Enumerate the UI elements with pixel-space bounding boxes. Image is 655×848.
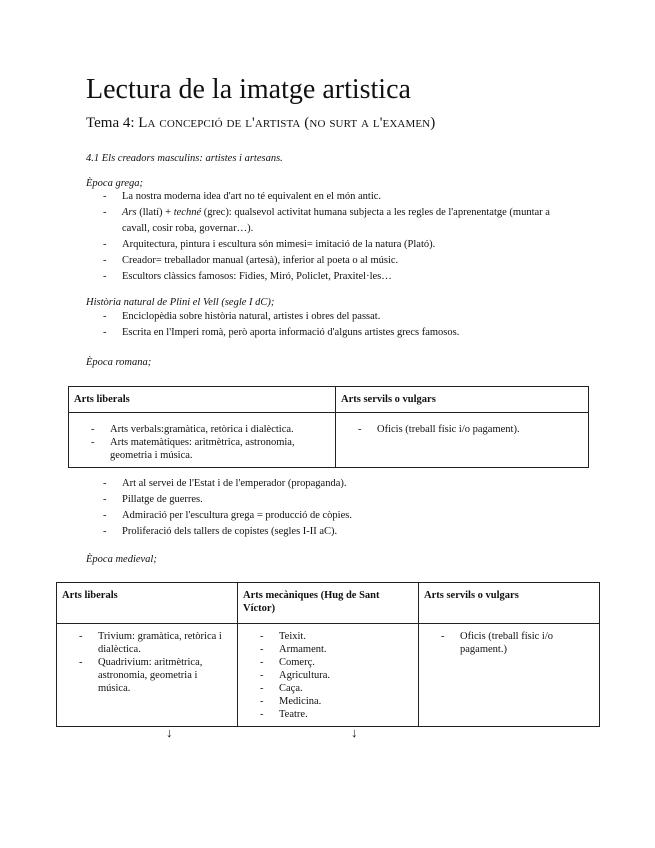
term-ars: Ars (122, 207, 137, 218)
table-cell (69, 413, 336, 468)
list-item: - Teixit. (240, 630, 410, 643)
down-arrow-icon: ↓ (166, 725, 173, 740)
subtitle (86, 114, 435, 132)
list-item: - Proliferació dels tallers de copistes (segles I-II aC). (86, 524, 556, 540)
list-item: - Caça. (240, 682, 410, 695)
list-item: - Escrita en l'Imperi romà, però aporta informació d'alguns artistes grecs famosos. (86, 325, 556, 341)
section-heading: 4.1 Els creadors masculins: artistes i artesans. (86, 153, 283, 164)
list-item: - Quadrivium: aritmètrica, astronomia, geometria i música. (59, 656, 229, 695)
list-item: - Oficis (treball físic i/o pagament.) (421, 630, 591, 656)
list-item: - Art al servei de l'Estat i de l'emperador (propaganda). (86, 476, 556, 492)
table-header: Arts servils o vulgars (336, 387, 589, 413)
list-item-text: Escultors clàssics famosos: Fidies, Miró, Policlet, Praxitel·les… (122, 271, 392, 282)
historia-natural-heading: Història natural de Plini el Vell (segle I dC); (86, 297, 275, 308)
list-item (86, 269, 556, 285)
table-header-row (57, 583, 600, 624)
list-item (86, 237, 556, 253)
list-item-text: Arquitectura, pintura i escultura són mimesi= imitació de la natura (Plató). (122, 239, 436, 250)
cell-list (59, 630, 229, 695)
list-item: - Medicina. (240, 695, 410, 708)
cell-list (421, 630, 591, 656)
cell-list (338, 423, 580, 436)
list-item: - Agricultura. (240, 669, 410, 682)
table-cell (57, 624, 238, 727)
list-item: - Armament. (240, 643, 410, 656)
list-item: - Comerç. (240, 656, 410, 669)
page-title: Lectura de la imatge artistica (86, 74, 411, 105)
epoca-romana-table (68, 386, 589, 468)
list-item (86, 253, 556, 269)
list-item: - Arts matemàtiques: aritmètrica, astronomia, geometria i música. (71, 436, 319, 462)
list-item-text: (llatí) + (136, 207, 174, 218)
epoca-medieval-table (56, 582, 600, 727)
table-cell (238, 624, 419, 727)
list-item-text: (grec): qualsevol activitat humana subjecta a les regles de l'aprenentatge (muntar a cavall, cosir roba, governar…). (122, 207, 550, 234)
list-item: - Admiració per l'escultura grega = producció de còpies. (86, 508, 556, 524)
table-header: Arts servils o vulgars (419, 583, 600, 624)
cell-list (71, 423, 327, 462)
epoca-grega-heading: Època grega; (86, 178, 144, 189)
list-item: - Trivium: gramàtica, retòrica i dialèctica. (59, 630, 229, 656)
epoca-medieval-heading: Època medieval; (86, 554, 157, 565)
historia-natural-list (86, 309, 556, 341)
table-header-row (69, 387, 589, 413)
list-item: - Arts verbals:gramàtica, retòrica i dialèctica. (71, 423, 319, 436)
table-row (69, 413, 589, 468)
list-item (86, 189, 556, 205)
epoca-grega-list (86, 189, 556, 285)
list-item-text: Creador= treballador manual (artesà), inferior al poeta o al músic. (122, 255, 399, 266)
cell-list (240, 630, 410, 721)
subtitle-text: La concepció de l'artista (no surt a l'examen) (138, 115, 436, 131)
table-cell (419, 624, 600, 727)
subtitle-prefix: Tema 4: (86, 115, 139, 131)
epoca-romana-list (86, 476, 556, 540)
list-item: - Enciclopèdia sobre història natural, artistes i obres del passat. (86, 309, 556, 325)
down-arrow-icon: ↓ (351, 725, 358, 740)
table-row (57, 624, 600, 727)
list-item (86, 205, 556, 237)
table-cell (336, 413, 589, 468)
list-item: - Oficis (treball físic i/o pagament). (338, 423, 580, 436)
epoca-romana-heading: Època romana; (86, 357, 152, 368)
table-header: Arts liberals (57, 583, 238, 624)
term-techne: techné (173, 207, 202, 218)
list-item-text: La nostra moderna idea d'art no té equivalent en el món antic. (122, 191, 382, 202)
table-header: Arts liberals (69, 387, 336, 413)
list-item: - Teatre. (240, 708, 410, 721)
table-header: Arts mecàniques (Hug de Sant Víctor) (238, 583, 419, 624)
list-item: - Pillatge de guerres. (86, 492, 556, 508)
